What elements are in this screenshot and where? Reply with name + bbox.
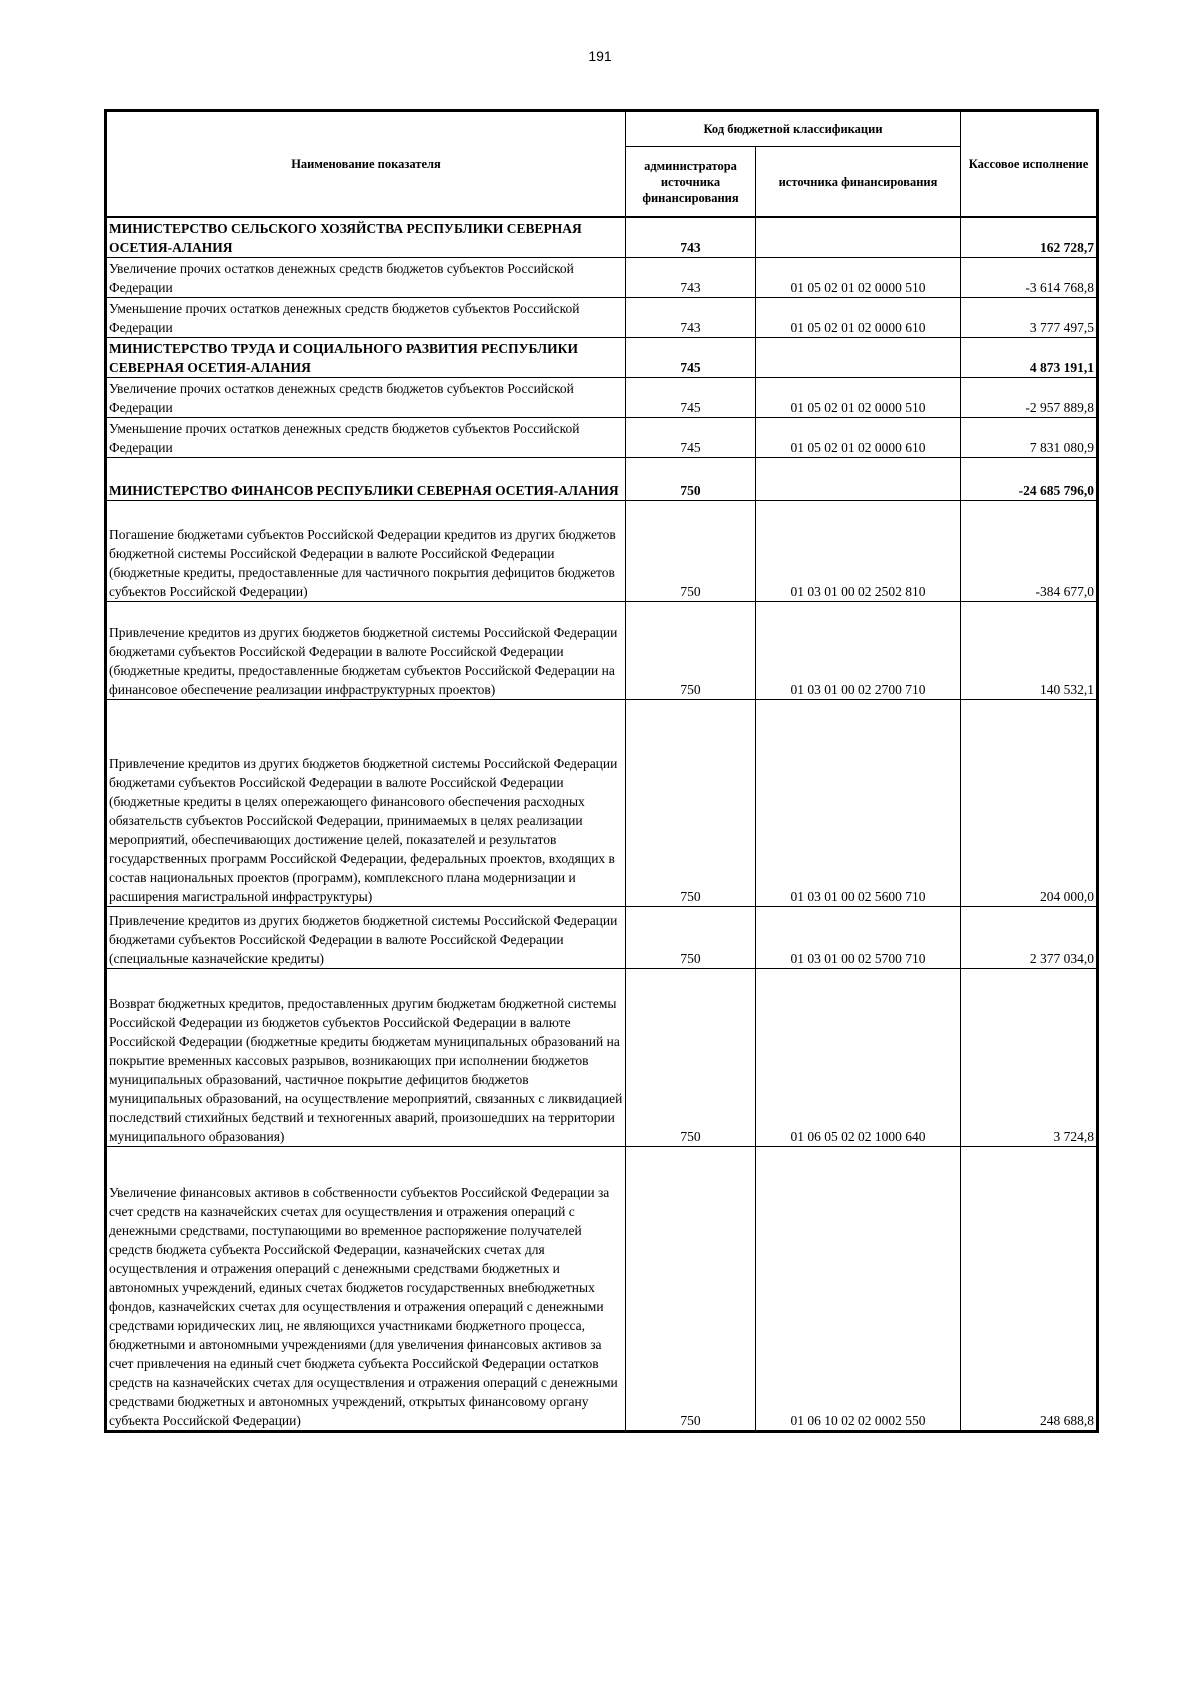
table-row [106,968,1098,1146]
table-row [106,417,1098,457]
table-row [106,377,1098,417]
table-row [106,699,1098,906]
row-source-code [756,337,961,377]
row-source-code: 01 06 05 02 02 1000 640 [756,968,961,1146]
row-source-code: 01 05 02 01 02 0000 510 [756,257,961,297]
header-source: источника финансирования [756,147,961,218]
row-amount: -384 677,0 [961,500,1098,601]
row-name: Возврат бюджетных кредитов, предоставленных другим бюджетам бюджетной системы Российской Федерации из бюджетов субъектов Российской Федерации в валюте Российской Федерации (бюджетные кредиты бюджетам муниципальных образований на покрытие временных кассовых разрывов, возникающих при исполнении бюджетов муниципальных образований, частичное покрытие дефицитов бюджетов муниципальных образований, на осуществление мероприятий, связанных с ликвидацией последствий стихийных бедствий и техногенных аварий, произошедших на территории муниципального образования) [106,968,626,1146]
row-amount: -3 614 768,8 [961,257,1098,297]
row-amount: 2 377 034,0 [961,906,1098,968]
row-admin-code: 743 [626,217,756,257]
ministry-row [106,457,1098,500]
row-amount: -24 685 796,0 [961,457,1098,500]
row-name: Погашение бюджетами субъектов Российской Федерации кредитов из других бюджетов бюджетной системы Российской Федерации в валюте Российской Федерации (бюджетные кредиты, предоставленные для частичного покрытия дефицитов бюджетов субъектов Российской Федерации) [106,500,626,601]
ministry-row [106,217,1098,257]
row-name: МИНИСТЕРСТВО СЕЛЬСКОГО ХОЗЯЙСТВА РЕСПУБЛИКИ СЕВЕРНАЯ ОСЕТИЯ-АЛАНИЯ [106,217,626,257]
row-admin-code: 750 [626,500,756,601]
header-admin: администратора источника финансирования [626,147,756,218]
table-header [106,111,1098,218]
ministry-row [106,337,1098,377]
row-source-code [756,457,961,500]
row-name: Увеличение прочих остатков денежных средств бюджетов субъектов Российской Федерации [106,257,626,297]
row-admin-code: 745 [626,417,756,457]
budget-table [104,109,1099,1433]
row-source-code: 01 05 02 01 02 0000 610 [756,297,961,337]
row-source-code: 01 03 01 00 02 2700 710 [756,601,961,699]
row-amount: 162 728,7 [961,217,1098,257]
row-name: Увеличение прочих остатков денежных средств бюджетов субъектов Российской Федерации [106,377,626,417]
row-name: Увеличение финансовых активов в собственности субъектов Российской Федерации за счет средств на казначейских счетах для осуществления и отражения операций с денежными средствами, поступающими во временное распоряжение получателей средств бюджета субъекта Российской Федерации, казначейских счетах для осуществления и отражения операций с денежными средствами бюджетных и автономных учреждений, единых счетах бюджетов государственных внебюджетных фондов, казначейских счетах для осуществления и отражения операций с денежными средствами юридических лиц, не являющихся участниками бюджетного процесса, бюджетными и автономными учреждениями (для увеличения финансовых активов за счет привлечения на единый счет бюджета субъекта Российской Федерации остатков средств на казначейских счетах для осуществления и отражения операций с денежными средствами бюджетных и автономных учреждений, открытых финансовому органу субъекта Российской Федерации) [106,1146,626,1431]
row-source-code: 01 06 10 02 02 0002 550 [756,1146,961,1431]
row-admin-code: 743 [626,257,756,297]
row-name: МИНИСТЕРСТВО ФИНАНСОВ РЕСПУБЛИКИ СЕВЕРНАЯ ОСЕТИЯ-АЛАНИЯ [106,457,626,500]
row-source-code: 01 03 01 00 02 5700 710 [756,906,961,968]
row-admin-code: 750 [626,1146,756,1431]
table-row [106,297,1098,337]
table-row [106,906,1098,968]
row-admin-code: 750 [626,906,756,968]
row-source-code: 01 03 01 00 02 2502 810 [756,500,961,601]
header-amount: Кассовое исполнение [961,111,1098,218]
row-name: МИНИСТЕРСТВО ТРУДА И СОЦИАЛЬНОГО РАЗВИТИЯ РЕСПУБЛИКИ СЕВЕРНАЯ ОСЕТИЯ-АЛАНИЯ [106,337,626,377]
table-body [106,217,1098,1431]
row-name: Уменьшение прочих остатков денежных средств бюджетов субъектов Российской Федерации [106,417,626,457]
row-amount: -2 957 889,8 [961,377,1098,417]
table-row [106,500,1098,601]
row-amount: 7 831 080,9 [961,417,1098,457]
header-name: Наименование показателя [106,111,626,218]
row-source-code: 01 05 02 01 02 0000 610 [756,417,961,457]
table-row [106,257,1098,297]
row-source-code: 01 03 01 00 02 5600 710 [756,699,961,906]
row-name: Привлечение кредитов из других бюджетов бюджетной системы Российской Федерации бюджетами субъектов Российской Федерации в валюте Российской Федерации (бюджетные кредиты, предоставленные бюджетам субъектов Российской Федерации на финансовое обеспечение реализации инфраструктурных проектов) [106,601,626,699]
header-code-group: Код бюджетной классификации [626,111,961,147]
row-admin-code: 750 [626,968,756,1146]
table-row [106,1146,1098,1431]
row-admin-code: 745 [626,337,756,377]
row-source-code: 01 05 02 01 02 0000 510 [756,377,961,417]
row-amount: 140 532,1 [961,601,1098,699]
row-amount: 4 873 191,1 [961,337,1098,377]
row-amount: 204 000,0 [961,699,1098,906]
row-admin-code: 750 [626,457,756,500]
row-amount: 248 688,8 [961,1146,1098,1431]
row-admin-code: 750 [626,699,756,906]
table-row [106,601,1098,699]
row-name: Привлечение кредитов из других бюджетов бюджетной системы Российской Федерации бюджетами субъектов Российской Федерации в валюте Российской Федерации (бюджетные кредиты в целях опережающего финансового обеспечения расходных обязательств субъектов Российской Федерации, принимаемых в целях реализации мероприятий, обеспечивающих достижение целей, показателей и результатов государственных программ Российской Федерации, федеральных проектов, входящих в состав национальных проектов (программ), комплексного плана модернизации и расширения магистральной инфраструктуры) [106,699,626,906]
row-name: Привлечение кредитов из других бюджетов бюджетной системы Российской Федерации бюджетами субъектов Российской Федерации в валюте Российской Федерации (специальные казначейские кредиты) [106,906,626,968]
row-amount: 3 777 497,5 [961,297,1098,337]
row-admin-code: 750 [626,601,756,699]
row-admin-code: 743 [626,297,756,337]
row-admin-code: 745 [626,377,756,417]
page-number: 191 [588,48,612,64]
row-source-code [756,217,961,257]
row-amount: 3 724,8 [961,968,1098,1146]
row-name: Уменьшение прочих остатков денежных средств бюджетов субъектов Российской Федерации [106,297,626,337]
